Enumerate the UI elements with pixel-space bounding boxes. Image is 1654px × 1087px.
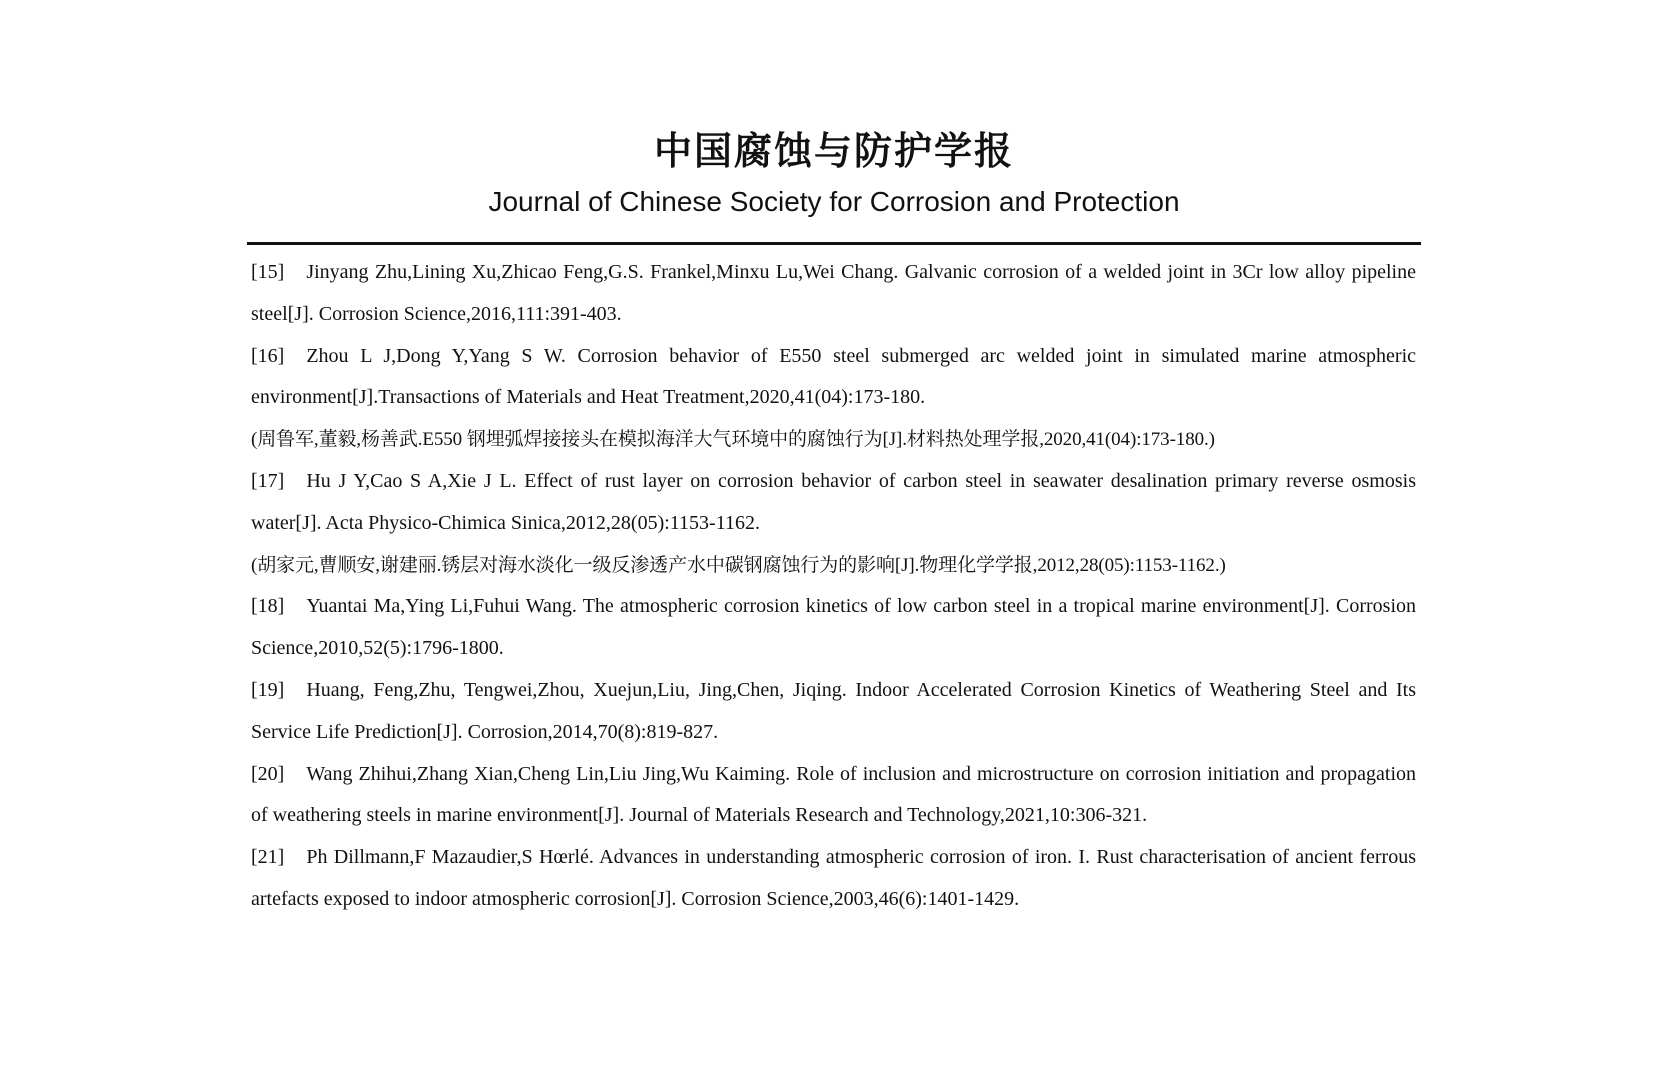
reference-text: Zhou L J,Dong Y,Yang S W. Corrosion behavior of E550 steel submerged arc welded joint in simulated marine atmospheric environment[J].Transactions of Materials and Heat Treatment,2020,41(04):173-180. bbox=[251, 344, 1416, 409]
reference-21 bbox=[251, 837, 1416, 921]
reference-17-chinese: (胡家元,曹顺安,谢建丽.锈层对海水淡化一级反渗透产水中碳钢腐蚀行为的影响[J].物理化学学报,2012,28(05):1153-1162.) bbox=[251, 554, 1226, 576]
reference-text: Yuantai Ma,Ying Li,Fuhui Wang. The atmospheric corrosion kinetics of low carbon steel in a tropical marine environment[J]. Corrosion Science,2010,52(5):1796-1800. bbox=[251, 595, 1416, 660]
reference-19 bbox=[251, 670, 1416, 754]
reference-number: [20] bbox=[251, 762, 285, 785]
reference-20 bbox=[251, 754, 1416, 838]
journal-header bbox=[247, 125, 1421, 222]
reference-text: Huang, Feng,Zhu, Tengwei,Zhou, Xuejun,Liu, Jing,Chen, Jiqing. Indoor Accelerated Corrosion Kinetics of Weathering Steel and Its Service Life Prediction[J]. Corrosion,2014,70(8):819-827. bbox=[251, 678, 1416, 743]
reference-16-chinese: (周鲁军,董毅,杨善武.E550 钢埋弧焊接接头在模拟海洋大气环境中的腐蚀行为[J].材料热处理学报,2020,41(04):173-180.) bbox=[251, 429, 1215, 451]
reference-text: Wang Zhihui,Zhang Xian,Cheng Lin,Liu Jing,Wu Kaiming. Role of inclusion and microstructure on corrosion initiation and propagation of weathering steels in marine environment[J]. Journal of Materials Research and Technology,2021,10:306-321. bbox=[251, 762, 1416, 827]
reference-text: Hu J Y,Cao S A,Xie J L. Effect of rust layer on corrosion behavior of carbon steel in seawater desalination primary reverse osmosis water[J]. Acta Physico-Chimica Sinica,2012,28(05):1153-1162. bbox=[251, 469, 1416, 534]
header-rule bbox=[247, 242, 1421, 245]
reference-text: Jinyang Zhu,Lining Xu,Zhicao Feng,G.S. Frankel,Minxu Lu,Wei Chang. Galvanic corrosion of a welded joint in 3Cr low alloy pipeline steel[J]. Corrosion Science,2016,111:391-403. bbox=[251, 261, 1416, 325]
reference-15 bbox=[251, 252, 1416, 336]
reference-17 bbox=[251, 461, 1416, 545]
journal-title-chinese: 中国腐蚀与防护学报 bbox=[653, 129, 1014, 173]
reference-number: [19] bbox=[251, 678, 285, 701]
reference-text: Ph Dillmann,F Mazaudier,S Hœrlé. Advances in understanding atmospheric corrosion of iron. I. Rust characterisation of ancient ferrous artefacts exposed to indoor atmospheric corrosion[J]. Corrosion Science,2003,46(6):1401-1429. bbox=[251, 846, 1416, 910]
reference-number: [18] bbox=[251, 595, 285, 618]
reference-16 bbox=[251, 336, 1416, 420]
reference-number: [21] bbox=[251, 846, 285, 869]
reference-number: [16] bbox=[251, 344, 285, 367]
reference-18 bbox=[251, 586, 1416, 670]
reference-number: [15] bbox=[251, 261, 285, 283]
reference-list bbox=[251, 252, 1416, 921]
reference-number: [17] bbox=[251, 469, 285, 492]
journal-title-english: Journal of Chinese Society for Corrosion and Protection bbox=[488, 186, 1180, 217]
